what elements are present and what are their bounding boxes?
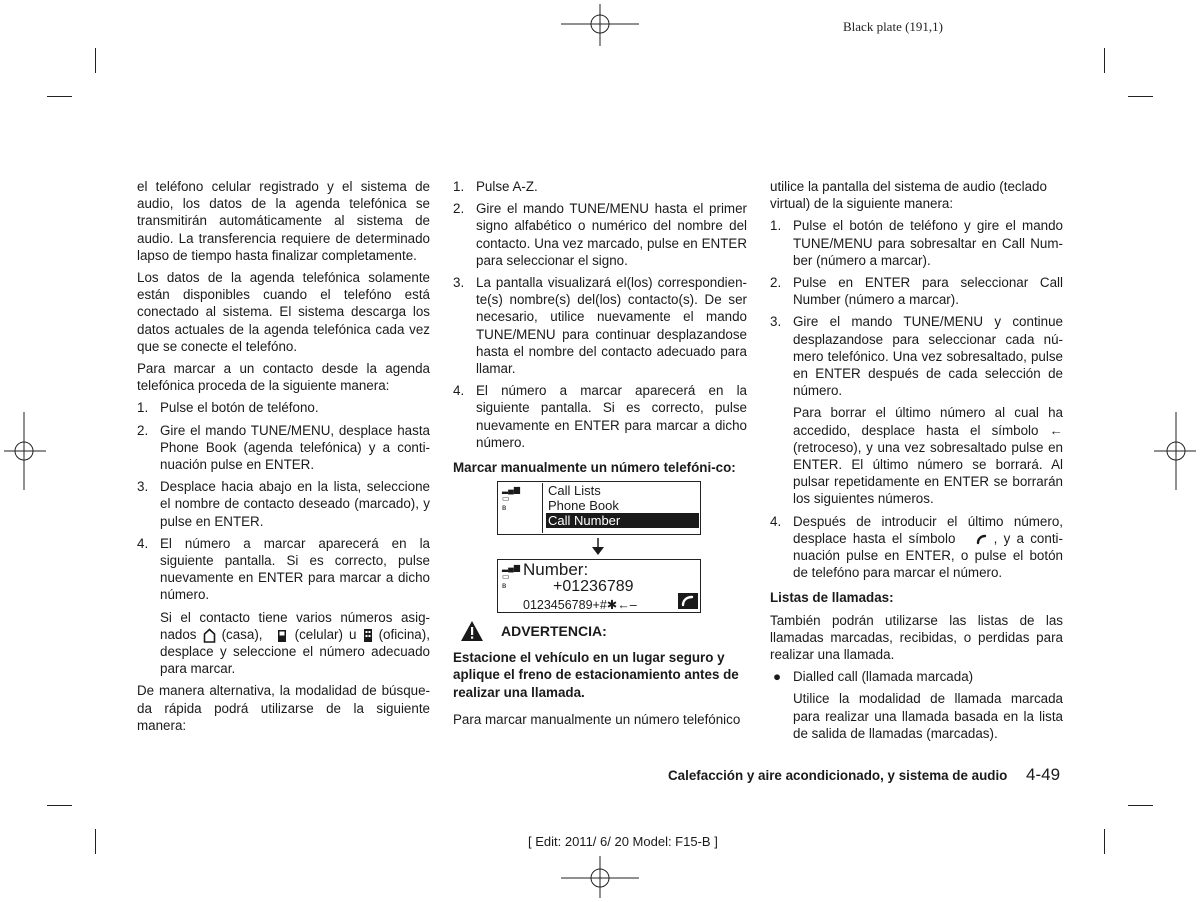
paragraph: Los datos de la agenda telefónica solamente están disponibles cuando el telefóno está conectado al sistema. El sistema descarga los datos actuales de la agenda telefónica cada vez que se conecte el telefóno. xyxy=(137,270,430,354)
dial-call-icon xyxy=(972,532,992,546)
list-item: 4. Después de introducir el último número, desplace hasta el símbolo , y a conti-nuación pulse en ENTER, o pulse el botón de telefóno para marcar el número. xyxy=(770,513,1063,581)
warning-text: Estacione el vehículo en un lugar seguro y aplique el freno de estacionamiento antes de realizar una llamada. xyxy=(453,650,739,700)
section-heading: Marcar manualmente un número telefóni-co: xyxy=(453,460,736,476)
crop-mark xyxy=(1128,805,1153,806)
section-title: Calefacción y aire acondicionado, y sistema de audio xyxy=(668,768,1008,783)
mobile-phone-icon xyxy=(275,628,289,643)
list-item: 4. El número a marcar aparecerá en la siguiente pantalla. Si es correcto, pulse nuevamente en ENTER para marcar a dicho número. xyxy=(453,383,747,450)
list-item: 1. Pulse el botón de teléfono y gire el mando TUNE/MENU para sobresaltar en Call Num-ber (número a marcar). xyxy=(770,218,1063,268)
list-item: 3. La pantalla visualizará el(los) correspondien-te(s) nombre(s) del(los) contacto(s). De ser necesario, utilice nuevamente el mando TUNE/MENU para continuar desplazandose hasta el nombre del contacto adecuado para llamar. xyxy=(453,275,747,377)
crop-mark xyxy=(1128,96,1153,97)
phone-menu xyxy=(542,483,699,533)
page-number: 4-49 xyxy=(1026,765,1061,784)
registration-mark-icon xyxy=(561,0,639,48)
edit-info: [ Edit: 2011/ 6/ 20 Model: F15-B ] xyxy=(528,834,718,849)
list-item: 1. Pulse el botón de teléfono. xyxy=(137,400,319,416)
arrow-down-icon xyxy=(592,538,604,556)
column-2 xyxy=(453,178,747,733)
list-item: 4. El número a marcar aparecerá en la siguiente pantalla. Si es correcto, pulse nuevamente en ENTER para marcar a dicho número. xyxy=(137,535,430,603)
signal-battery-icon: ▂▄▆ ▭ xyxy=(502,485,520,504)
list-item: 1. Pulse A-Z. xyxy=(453,179,538,194)
warning-icon xyxy=(461,621,483,641)
column-3 xyxy=(770,178,1063,747)
sub-paragraph: Si el contacto tiene varios números asig-nados (casa), (celular) u (oficina), desplace y seleccione el número adecuado para marcar. xyxy=(160,609,430,677)
list-item: ● Dialled call (llamada marcada) xyxy=(773,669,974,685)
section-heading: Listas de llamadas: xyxy=(770,590,894,606)
number-label: Number: xyxy=(523,560,589,580)
registration-mark-icon xyxy=(561,854,639,902)
plate-label: Black plate (191,1) xyxy=(843,19,943,34)
menu-item-phone-book: Phone Book xyxy=(548,498,619,514)
number-entry-screen xyxy=(497,559,701,613)
sub-paragraph: Para borrar el último número al cual ha accedido, desplace hasta el símbolo ← (retroceso), y una vez sobresaltado pulse en ENTER. El último número se borrará. Al pulsar repetidamente en ENTER se borrarán los siguientes números. xyxy=(793,405,1063,507)
sub-paragraph: Utilice la modalidad de llamada marcada para realizar una llamada basada en la lista de salida de llamadas (marcadas). xyxy=(793,691,1063,741)
list-item: 3. Gire el mando TUNE/MENU y continue desplazandose para seleccionar cada nú-mero telefónico. Una vez sobresaltado, pulse en ENTER después de cada selección de número. xyxy=(770,314,1063,399)
registration-mark-icon xyxy=(1152,412,1200,490)
warning-title: ADVERTENCIA: xyxy=(501,622,607,639)
dial-call-icon xyxy=(678,593,698,609)
crop-mark xyxy=(95,48,96,73)
list-item: 2. Gire el mando TUNE/MENU hasta el primer signo alfabético o numérico del nombre del contacto. Una vez marcado, pulse en ENTER para seleccionar el signo. xyxy=(453,201,747,268)
registration-mark-icon xyxy=(0,412,48,490)
list-item: 2. Pulse en ENTER para seleccionar Call Number (número a marcar). xyxy=(770,275,1063,308)
office-building-icon xyxy=(363,628,373,643)
crop-mark xyxy=(47,96,72,97)
paragraph: Para marcar a un contacto desde la agenda telefónica proceda de la siguiente manera: xyxy=(137,361,430,394)
bluetooth-icon: ʙ xyxy=(502,581,507,591)
menu-item-call-lists: Call Lists xyxy=(548,483,601,499)
crop-mark xyxy=(1104,829,1105,854)
menu-item-call-number: Call Number xyxy=(546,513,699,528)
paragraph: el teléfono celular registrado y el sistema de audio, los datos de la agenda telefónica se transmitirán automáticamente al sistema de audio. La transferencia requiere de determinado lapso de tiempo hasta finalizar completamente. xyxy=(137,179,430,263)
paragraph: utilice la pantalla del sistema de audio (teclado virtual) de la siguiente manera: xyxy=(770,179,1047,212)
signal-battery-icon: ▂▄▆ ▭ xyxy=(502,563,520,582)
paragraph: Para marcar manualmente un número telefónico xyxy=(453,711,741,727)
dialed-number: +01236789 xyxy=(553,578,634,596)
list-item: 2. Gire el mando TUNE/MENU, desplace hasta Phone Book (agenda telefónica) y a conti-nuación pulse en ENTER. xyxy=(137,422,430,473)
paragraph: De manera alternativa, la modalidad de búsque-da rápida podrá utilizarse de la siguiente manera: xyxy=(137,683,430,733)
crop-mark xyxy=(47,805,72,806)
crop-mark xyxy=(1104,48,1105,73)
warning-header xyxy=(453,621,747,641)
crop-mark xyxy=(95,829,96,854)
keypad-row: 0123456789+#✱←– xyxy=(523,598,637,613)
phone-menu-screen xyxy=(497,481,701,535)
list-item: 3. Desplace hacia abajo en la lista, seleccione el nombre de contacto deseado (marcado), y pulse en ENTER. xyxy=(137,479,430,529)
column-1 xyxy=(137,178,430,739)
paragraph: También podrán utilizarse las listas de las llamadas marcadas, recibidas, o perdidas para realizar una llamada. xyxy=(770,612,1063,663)
bluetooth-icon: ʙ xyxy=(502,503,507,513)
home-icon xyxy=(203,628,216,643)
